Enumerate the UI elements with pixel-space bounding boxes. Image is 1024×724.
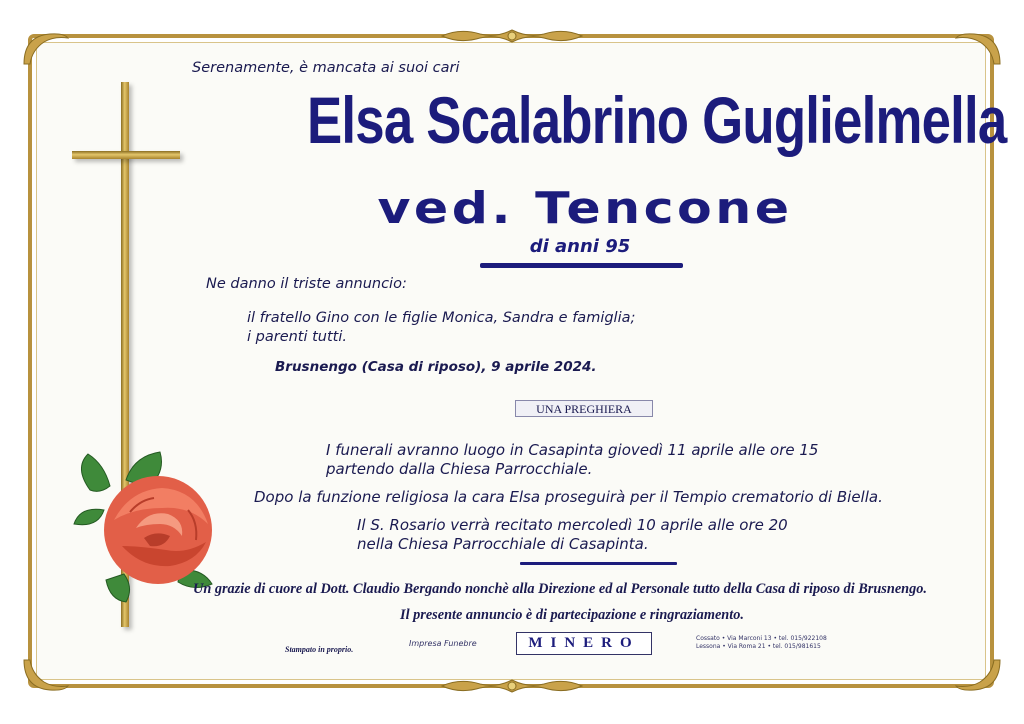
funeral-line-2: partendo dalla Chiesa Parrocchiale. xyxy=(326,460,593,478)
corner-ornament-top-left-icon xyxy=(20,28,70,68)
cross-bar xyxy=(72,151,180,159)
funeral-line-1: I funerali avranno luogo in Casapinta giovedì 11 aprile alle ore 15 xyxy=(326,441,819,459)
bottom-ornament-icon xyxy=(440,676,584,696)
top-ornament-icon xyxy=(440,26,584,46)
notice-text: Il presente annuncio è di partecipazione e ringraziamento. xyxy=(400,607,744,623)
family-line-2: i parenti tutti. xyxy=(247,329,348,345)
thanks-text: Un grazie di cuore al Dott. Claudio Bergando nonchè alla Direzione ed al Personale tutto della Casa di riposo di Brusnengo. xyxy=(193,581,927,597)
announcement-label: Ne danno il triste annuncio: xyxy=(206,276,407,292)
intro-text: Serenamente, è mancata ai suoi cari xyxy=(192,60,460,76)
impresa-label: Impresa Funebre xyxy=(409,639,477,648)
age-text: di anni 95 xyxy=(529,236,631,257)
address-line-2: Lessona • Via Roma 21 • tel. 015/981615 xyxy=(696,643,821,650)
place-date: Brusnengo (Casa di riposo), 9 aprile 2024. xyxy=(275,359,597,375)
divider xyxy=(480,263,683,268)
corner-ornament-bottom-right-icon xyxy=(954,656,1004,696)
rosary-line-2: nella Chiesa Parrocchiale di Casapinta. xyxy=(357,535,649,553)
after-service-line: Dopo la funzione religiosa la cara Elsa proseguirà per il Tempio crematorio di Biella. xyxy=(254,488,883,506)
corner-ornament-top-right-icon xyxy=(954,28,1004,68)
divider xyxy=(520,562,677,565)
prayer-button[interactable]: UNA PREGHIERA xyxy=(515,400,653,417)
funeral-home-logo: MINERO xyxy=(516,632,652,655)
widow-of: ved. Tencone xyxy=(377,183,793,234)
address-line-1: Cossato • Via Marconi 13 • tel. 015/922108 xyxy=(696,635,827,642)
rosary-line-1: Il S. Rosario verrà recitato mercoledì 10 aprile alle ore 20 xyxy=(357,516,788,534)
family-line-1: il fratello Gino con le figlie Monica, Sandra e famiglia; xyxy=(247,310,636,326)
printed-note: Stampato in proprio. xyxy=(285,645,354,654)
corner-ornament-bottom-left-icon xyxy=(20,656,70,696)
deceased-name: Elsa Scalabrino Guglielmella xyxy=(307,83,1007,157)
